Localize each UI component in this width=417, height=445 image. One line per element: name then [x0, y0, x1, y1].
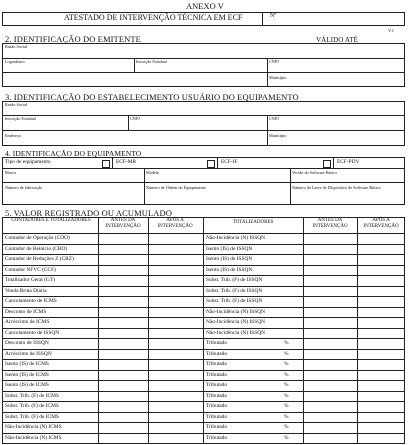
counter-row-label: Subst. Trib. (F) de ICMS [5, 413, 59, 420]
totalizer-row-percent: % [284, 424, 289, 430]
totalizer-row-label: Tributado [206, 403, 228, 409]
counter-row-label: Contador NFVC (CCF) [5, 266, 56, 273]
totalizer-row-label: Subst. Trib. (F) de ISSQN [206, 298, 263, 304]
totalizer-row-label: Não-Incidência (N) ISSQN [206, 319, 265, 325]
header-after2: APÓS A INTERVENÇÃO [363, 218, 399, 229]
model-label: Modelo [146, 170, 160, 175]
totalizer-row-label: Tributado [206, 434, 228, 441]
totalizer-row-label: Não-Incidência (N) ISSQN [206, 329, 265, 336]
form-title: ATESTADO DE INTERVENÇÃO TÉCNICA EM ECF [64, 13, 243, 22]
section3-title: 3. IDENTIFICAÇÃO DO ESTABELECIMENTO USUÁRIO DO EQUIPAMENTO [5, 92, 299, 102]
counter-row-label: Isento (IS) de ICMS [5, 382, 49, 388]
equipment-type-label: Tipo de equipamento [5, 159, 51, 165]
section3-box [2, 101, 405, 146]
totalizer-row-percent: % [284, 392, 289, 399]
type-ecf-mr: ECF-MR [116, 159, 137, 165]
totalizer-row-label: Tributado [206, 350, 228, 357]
type-checkbox-3[interactable] [323, 160, 331, 168]
s2-address-label: Logradouro [5, 59, 25, 64]
type-checkbox-2[interactable] [207, 160, 215, 168]
totalizer-row-percent: % [284, 382, 289, 388]
s2-corporate-name-label: Razão Social [5, 44, 27, 49]
header-totalizers: TOTALIZADORES [232, 220, 274, 225]
totalizer-row-label: Isento (IS) de ISSQN [206, 256, 253, 262]
s3-state-reg-label: Inscrição Estadual [5, 116, 36, 121]
page-ref: V.1 [388, 28, 395, 33]
totalizer-row-label: Tributado [206, 413, 228, 420]
totalizer-row-percent: % [284, 371, 289, 378]
header-counters: CONTADORES E TOTALIZADORES [11, 218, 91, 223]
s2-municipality-label: Município [269, 75, 287, 80]
serial-label: Número de fabricação [5, 185, 43, 190]
header-after: APÓS A INTERVENÇÃO [157, 218, 193, 229]
totalizer-row-label: Tributado [206, 382, 228, 388]
totalizer-row-label: Tributado [206, 340, 228, 346]
totalizer-row-label: Isento (IS) de ISSQN [206, 245, 253, 252]
counter-row-label: Acréscimo de ICMS [5, 319, 50, 325]
totalizer-row-percent: % [284, 340, 289, 346]
s2-cnpj-label: CNPJ [269, 59, 279, 64]
totalizer-row-percent: % [284, 434, 289, 441]
s3-cnpj-label: CNPJ [130, 116, 140, 121]
counter-row-label: Cancelamento de ISSQN [5, 329, 60, 336]
totalizer-row-label: Tributado [206, 392, 228, 399]
counter-row-label: Contador de Operação (COO) [5, 235, 70, 241]
header-before2: ANTES DA INTERVENÇÃO [312, 218, 348, 229]
totalizer-row-percent: % [284, 403, 289, 409]
counter-row-label: Contador de Reinício (CRO) [5, 245, 68, 252]
totalizer-row-percent: % [284, 361, 289, 367]
totalizer-row-label: Subst. Trib. (F) de ISSQN [206, 287, 263, 294]
type-checkbox-1[interactable] [102, 160, 110, 168]
totalizer-row-label: Subst. Trib. (F) de ISSQN [206, 277, 263, 283]
s3-cnpj2-label: CNPJ [269, 116, 279, 121]
header-before: ANTES DA INTERVENÇÃO [105, 218, 141, 229]
counter-row-label: Isento (IS) de ICMS [5, 371, 49, 378]
counter-row-label: Acréscimo de ISSQN [5, 350, 52, 357]
counter-row-label: Venda Bruta Diária [5, 287, 47, 294]
s3-address-label: Endereço [5, 133, 21, 138]
counter-row-label: Desconto de ISSQN [5, 340, 49, 346]
totalizer-row-percent: % [284, 350, 289, 357]
totalizer-row-label: Tributado [206, 361, 228, 367]
totalizer-row-label: Não-Incidência (N) ISSQN [206, 308, 265, 315]
counter-row-label: Subst. Trib. (F) de ICMS [5, 392, 59, 399]
type-ecf-pdv: ECF-PDV [337, 159, 360, 165]
section5-title: 5. VALOR REGISTRADO OU ACUMULADO [5, 208, 172, 218]
section4-title: 4. IDENTIFICAÇÃO DO EQUIPAMENTO [5, 149, 142, 158]
totalizer-row-label: Não-Incidência (N) ISSQN [206, 235, 265, 241]
brand-label: Marca [5, 170, 16, 175]
s3-corporate-name-label: Razão Social [5, 102, 27, 107]
totalizer-row-percent: % [284, 413, 289, 420]
section2-box [2, 43, 405, 87]
s3-municipality-label: Município [269, 133, 287, 138]
number-label: Nº [270, 13, 277, 19]
counter-row-label: Desconto de ICMS [5, 308, 47, 315]
counter-row-label: Não-Incidência (N) ICMS [5, 434, 62, 441]
manufacturer-id-label: Versão do Software Básico [292, 170, 338, 175]
totalizer-row-label: Tributado [206, 371, 228, 378]
type-ecf-if: ECF-IF [221, 159, 238, 165]
record-number-label: Número de Ordem do Equipamento [146, 185, 207, 190]
totalizer-row-label: Isento (IS) de ISSQN [206, 266, 253, 273]
counter-row-label: Contador de Reduções Z (CRZ) [5, 256, 74, 262]
counter-row-label: Totalizador Geral (GT) [5, 277, 55, 283]
annex-label: ANEXO V [186, 1, 224, 11]
counter-row-label: Cancelamento de ICMS [5, 298, 57, 304]
counter-row-label: Não-Incidência (N) ICMS [5, 424, 62, 430]
s2-state-reg-label: Inscrição Estadual [136, 59, 167, 64]
counter-row-label: Subst. Trib. (F) de ICMS [5, 403, 59, 409]
counter-row-label: Isento (IS) de ICMS [5, 361, 49, 367]
software-version-label: Número do Lacre do Dispositivo de Software Básico [292, 185, 381, 190]
totalizer-row-label: Tributado [206, 424, 228, 430]
validity-label: VÁLIDO ATÉ [316, 36, 359, 44]
section2-title: 2. IDENTIFICAÇÃO DO EMITENTE [5, 34, 141, 44]
